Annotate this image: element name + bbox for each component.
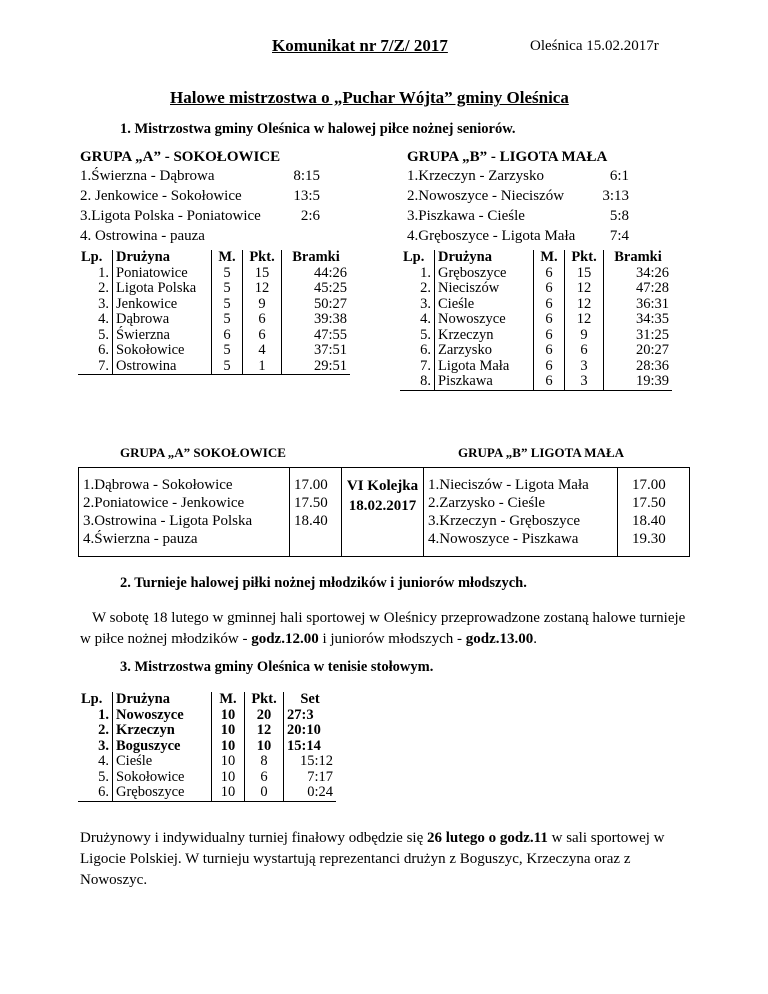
group-b-table-cell: 36:31 bbox=[604, 297, 673, 313]
group-b-table-cell: Cieśle bbox=[435, 297, 534, 313]
section1-heading: 1. Mistrzostwa gminy Oleśnica w halowej piłce nożnej seniorów. bbox=[120, 121, 516, 137]
group-b-table-row bbox=[400, 359, 672, 375]
group-b-table-cell: Grębоszyce bbox=[435, 266, 534, 282]
tennis-table-header-2: M. bbox=[212, 692, 245, 708]
schedule-b-match: 2.Zarzysko - Cieśle bbox=[428, 495, 546, 511]
group-b-table-cell: Zarzysko bbox=[435, 343, 534, 359]
group-b-table-cell: Piszkawa bbox=[435, 374, 534, 390]
group-b-title: GRUPA „B” - LIGOTA MAŁA bbox=[407, 149, 608, 165]
tennis-table-cell: 2. bbox=[98, 722, 109, 738]
section3-date: 26 lutego o godz.11 bbox=[427, 830, 548, 846]
group-a-table-cell: 5 bbox=[212, 312, 243, 328]
group-a-table-cell: 4. bbox=[98, 311, 109, 327]
tennis-table-cell: 27:3 bbox=[284, 708, 337, 724]
group-b-result-match: 1.Krzeczyn - Zarzysko bbox=[407, 168, 545, 184]
tennis-table-cell: 20:10 bbox=[284, 723, 337, 739]
schedule-a-time: 18.40 bbox=[294, 513, 328, 529]
group-b-result-match: 4.Grębоszyce - Ligota Mała bbox=[407, 228, 576, 244]
group-a-table-cell: 6 bbox=[243, 312, 282, 328]
group-a-table-cell: 1. bbox=[98, 264, 109, 281]
section3-text-2: w sali sportowej w Ligocie Polskiej. W turnieju wystartują reprezentanci drużyn z Boguszyc, Krzeczyna oraz z Nowoszyc. bbox=[80, 830, 665, 888]
schedule-a-match: 2.Poniatowice - Jenkowice bbox=[83, 495, 245, 511]
tennis-table-row bbox=[78, 739, 336, 755]
tennis-table-cell: 10 bbox=[212, 785, 245, 801]
group-b-table-cell: 28:36 bbox=[604, 359, 673, 375]
group-b-table-cell: 19:39 bbox=[604, 374, 673, 390]
tennis-table-header-4: Set bbox=[284, 692, 337, 708]
group-b-table-cell: 6 bbox=[534, 343, 565, 359]
group-a-table-cell: Ostrowina bbox=[113, 359, 212, 375]
group-a-table-row bbox=[78, 328, 350, 344]
group-a-results bbox=[80, 148, 320, 246]
section2-time-2: godz.13.00 bbox=[465, 631, 534, 647]
group-a-result-row bbox=[80, 226, 320, 246]
group-b-table-cell: Ligota Mała bbox=[435, 359, 534, 375]
section3-text-1: Drużynowy i indywidualny turniej finałowy odbędzie się bbox=[80, 830, 428, 846]
tennis-table-cell: 10 bbox=[245, 739, 284, 755]
group-b-table-cell: 6 bbox=[534, 328, 565, 344]
group-b-table-cell: 12 bbox=[565, 281, 604, 297]
tennis-table-cell: 6 bbox=[245, 770, 284, 786]
group-b-table-cell: 6 bbox=[534, 266, 565, 282]
schedule-a-time: 17.50 bbox=[294, 495, 328, 511]
group-a-table-cell: 3. bbox=[98, 295, 109, 312]
round-date: 18.02.2017 bbox=[348, 498, 417, 514]
group-b-table-cell: Nieciszów bbox=[435, 281, 534, 297]
schedule-box bbox=[78, 467, 690, 557]
tennis-table-header-1: Drużyna bbox=[113, 692, 212, 708]
schedule-b-time: 18.40 bbox=[632, 513, 666, 529]
tennis-table-row bbox=[78, 723, 336, 739]
group-b-table-cell: 4. bbox=[420, 311, 431, 327]
group-a-result-row bbox=[80, 186, 320, 206]
schedule-a-time bbox=[294, 530, 337, 548]
tennis-table-cell: 1. bbox=[98, 706, 109, 723]
group-b-table-cell: 3 bbox=[565, 374, 604, 390]
group-a-table-cell: 5 bbox=[212, 281, 243, 297]
group-b-results bbox=[407, 148, 629, 246]
group-a-table-cell: 6 bbox=[243, 328, 282, 344]
group-a-table-cell: 37:51 bbox=[282, 343, 351, 359]
group-b-table-cell: 6 bbox=[534, 359, 565, 375]
group-a-table-cell: Sokołowice bbox=[113, 343, 212, 359]
section3-heading: 3. Mistrzostwa gminy Oleśnica w tenisie stołowym. bbox=[120, 659, 434, 675]
group-a-result-match: 1.Świerzna - Dąbrowa bbox=[80, 168, 215, 184]
communique-number: Komunikat nr 7/Z/ 2017 bbox=[272, 36, 448, 55]
group-a-table-cell: 5 bbox=[212, 359, 243, 375]
group-b-table-cell: 6. bbox=[420, 342, 431, 358]
group-a-title: GRUPA „A” - SOKOŁOWICE bbox=[80, 149, 281, 165]
tennis-table-cell: 10 bbox=[212, 723, 245, 739]
group-b-result-row bbox=[407, 166, 629, 186]
group-a-result-row bbox=[80, 206, 320, 226]
tennis-table bbox=[78, 692, 336, 802]
schedule-b-time: 17.00 bbox=[632, 477, 666, 493]
group-b-table-cell: 6 bbox=[534, 281, 565, 297]
tennis-table-cell: 8 bbox=[245, 754, 284, 770]
group-b-table-cell: 12 bbox=[565, 312, 604, 328]
group-a-table-cell: Jenkowice bbox=[113, 297, 212, 313]
tennis-table-cell: Nowoszyce bbox=[113, 708, 212, 724]
group-a-table-cell: Poniatowice bbox=[113, 266, 212, 282]
tennis-table-row bbox=[78, 770, 336, 786]
group-a-table-cell: 47:55 bbox=[282, 328, 351, 344]
section2-time-1: godz.12.00 bbox=[251, 631, 319, 647]
schedule-group-a-times bbox=[289, 468, 341, 556]
group-b-table bbox=[400, 250, 672, 391]
schedule-group-a-matches bbox=[79, 468, 295, 556]
group-b-table-cell: 3. bbox=[420, 295, 431, 312]
tennis-table-header-0: Lp. bbox=[81, 691, 103, 707]
schedule-b-time: 19.30 bbox=[632, 531, 666, 547]
group-b-table-row bbox=[400, 266, 672, 282]
group-b-result-row bbox=[407, 186, 629, 206]
schedule-group-b-title: GRUPA „B” LIGOTA MAŁA bbox=[458, 445, 625, 460]
schedule-a-match: 3.Ostrowina - Ligota Polska bbox=[83, 513, 253, 529]
tennis-table-cell: Sokołowice bbox=[113, 770, 212, 786]
section2-text-3: . bbox=[533, 631, 538, 647]
group-a-table-cell: Świerzna bbox=[113, 328, 212, 344]
tennis-table-cell: 10 bbox=[212, 739, 245, 755]
group-b-table-row bbox=[400, 328, 672, 344]
group-a-result-row bbox=[80, 166, 320, 186]
tennis-table-cell: Boguszyce bbox=[113, 739, 212, 755]
place-date: Oleśnica 15.02.2017r bbox=[530, 38, 659, 54]
group-b-result-row bbox=[407, 226, 629, 246]
group-b-table-header-1: Drużyna bbox=[435, 250, 534, 266]
tennis-table-cell: 0 bbox=[245, 785, 284, 801]
group-a-result-match: 2. Jenkowice - Sokołowice bbox=[80, 188, 242, 204]
group-a-table-cell: Dąbrowa bbox=[113, 312, 212, 328]
group-a-table-header-4: Bramki bbox=[282, 250, 351, 266]
group-b-table-cell: 1. bbox=[420, 264, 431, 281]
tennis-table-cell: 10 bbox=[212, 708, 245, 724]
group-b-table-cell: 34:35 bbox=[604, 312, 673, 328]
group-a-table-cell: 4 bbox=[243, 343, 282, 359]
group-a-table-cell: 50:27 bbox=[282, 297, 351, 313]
group-a-result-score: 8:15 bbox=[293, 168, 320, 184]
group-b-table-cell: 8. bbox=[400, 374, 435, 390]
group-a-table-row bbox=[78, 343, 350, 359]
group-a-result-score bbox=[280, 226, 320, 246]
tennis-table-cell: 5. bbox=[98, 768, 109, 785]
group-a-table-cell: 6. bbox=[98, 342, 109, 358]
group-a-table-cell: 5 bbox=[212, 343, 243, 359]
group-a-result-score: 13:5 bbox=[293, 188, 320, 204]
tennis-table-cell: Grębоszyce bbox=[113, 785, 212, 801]
group-a-table-header-1: Drużyna bbox=[113, 250, 212, 266]
tennis-table-row bbox=[78, 785, 336, 801]
group-b-table-cell: 12 bbox=[565, 297, 604, 313]
group-a-table-cell: 44:26 bbox=[282, 266, 351, 282]
tennis-table-cell: 6. bbox=[78, 785, 113, 801]
group-a-table-cell: 1 bbox=[243, 359, 282, 375]
group-b-table-header-3: Pkt. bbox=[565, 250, 604, 266]
group-b-table-row bbox=[400, 374, 672, 390]
group-b-table-cell: 9 bbox=[565, 328, 604, 344]
group-a-table-cell: 45:25 bbox=[282, 281, 351, 297]
group-b-result-match: 3.Piszkawa - Cieśle bbox=[407, 208, 525, 224]
group-b-table-header-0: Lp. bbox=[403, 249, 425, 265]
group-a-result-match: 4. Ostrowina - pauza bbox=[80, 228, 205, 244]
group-b-table-cell: 6 bbox=[534, 374, 565, 390]
group-a-table-cell: 12 bbox=[243, 281, 282, 297]
schedule-b-time: 17.50 bbox=[632, 495, 666, 511]
tennis-table-cell: 0:24 bbox=[284, 785, 337, 801]
group-b-result-score: 7:4 bbox=[609, 228, 629, 244]
schedule-b-match: 1.Nieciszów - Ligota Mała bbox=[428, 477, 589, 493]
group-b-table-row bbox=[400, 343, 672, 359]
group-b-result-score: 5:8 bbox=[609, 208, 629, 224]
tennis-table-cell: 12 bbox=[245, 723, 284, 739]
group-a-table-cell: 15 bbox=[243, 266, 282, 282]
schedule-a-match: 1.Dąbrowa - Sokołowice bbox=[83, 477, 233, 493]
schedule-group-b-times bbox=[617, 468, 689, 556]
group-a-table-cell: 9 bbox=[243, 297, 282, 313]
group-a-table-row bbox=[78, 297, 350, 313]
section2-text-2: i juniorów młodszych - bbox=[318, 631, 466, 647]
group-a-table-cell: 39:38 bbox=[282, 312, 351, 328]
group-a-table-cell: 5 bbox=[212, 266, 243, 282]
tennis-table-row bbox=[78, 708, 336, 724]
tennis-table-cell: 15:14 bbox=[284, 739, 337, 755]
tennis-table-cell: 7:17 bbox=[284, 770, 337, 786]
group-b-table-cell: 6 bbox=[565, 343, 604, 359]
group-b-table-cell: Nowoszyce bbox=[435, 312, 534, 328]
tennis-table-cell: Cieśle bbox=[113, 754, 212, 770]
group-b-table-row bbox=[400, 312, 672, 328]
group-b-table-cell: 5. bbox=[420, 326, 431, 343]
group-a-table-cell: 29:51 bbox=[282, 359, 351, 375]
group-a-table-cell: 5 bbox=[212, 297, 243, 313]
group-a-table-header-0: Lp. bbox=[81, 249, 103, 265]
group-a-table-row bbox=[78, 312, 350, 328]
group-a-table-cell: 6 bbox=[212, 328, 243, 344]
section2-heading: 2. Turnieje halowej piłki nożnej młodzików i juniorów młodszych. bbox=[120, 575, 527, 591]
group-b-result-score: 3:13 bbox=[602, 188, 629, 204]
group-a-table bbox=[78, 250, 350, 375]
group-a-table-cell: 5. bbox=[98, 326, 109, 343]
tennis-table-row bbox=[78, 754, 336, 770]
tennis-table-cell: Krzeczyn bbox=[113, 723, 212, 739]
group-b-result-score: 6:1 bbox=[609, 168, 629, 184]
group-a-table-row bbox=[78, 281, 350, 297]
schedule-round bbox=[341, 468, 423, 556]
group-b-table-header-4: Bramki bbox=[604, 250, 673, 266]
schedule-b-match: 4.Nowoszyce - Piszkawa bbox=[428, 531, 579, 547]
group-a-table-row bbox=[78, 266, 350, 282]
group-a-table-cell: 7. bbox=[78, 359, 113, 375]
group-b-result-row bbox=[407, 206, 629, 226]
group-b-table-cell: 6 bbox=[534, 312, 565, 328]
tennis-table-cell: 20 bbox=[245, 708, 284, 724]
schedule-a-time: 17.00 bbox=[294, 477, 328, 493]
group-a-table-header-2: M. bbox=[212, 250, 243, 266]
group-a-table-row bbox=[78, 359, 350, 375]
tennis-table-cell: 10 bbox=[212, 754, 245, 770]
group-b-table-cell: 15 bbox=[565, 266, 604, 282]
group-a-table-cell: Ligota Polska bbox=[113, 281, 212, 297]
group-b-result-match: 2.Nowoszyce - Nieciszów bbox=[407, 188, 565, 204]
group-b-table-cell: 47:28 bbox=[604, 281, 673, 297]
group-a-result-score: 2:6 bbox=[300, 208, 320, 224]
group-b-table-header-2: M. bbox=[534, 250, 565, 266]
group-b-table-cell: 20:27 bbox=[604, 343, 673, 359]
section3-paragraph bbox=[80, 828, 690, 891]
tennis-table-cell: 10 bbox=[212, 770, 245, 786]
main-title: Halowe mistrzostwa o „Puchar Wójta” gminy Oleśnica bbox=[170, 88, 569, 107]
schedule-a-match: 4.Świerzna - pauza bbox=[83, 531, 198, 547]
schedule-group-a-title: GRUPA „A” SOKOŁOWICE bbox=[120, 445, 286, 460]
tennis-table-cell: 4. bbox=[98, 753, 109, 769]
round-label: VI Kolejka bbox=[346, 478, 419, 494]
group-b-table-cell: 34:26 bbox=[604, 266, 673, 282]
section2-text-1: W sobotę 18 lutego w gminnej hali sportowej w Oleśnicy przeprowadzone zostaną halowe turnieje w piłce nożnej młodzików - bbox=[80, 610, 686, 647]
group-b-table-cell: 7. bbox=[420, 357, 431, 374]
group-b-table-cell: 6 bbox=[534, 297, 565, 313]
group-a-result-match: 3.Ligota Polska - Poniatowice bbox=[80, 208, 261, 224]
group-b-table-cell: Krzeczyn bbox=[435, 328, 534, 344]
schedule-group-b-matches bbox=[423, 468, 617, 556]
tennis-table-cell: 3. bbox=[98, 737, 109, 754]
group-a-table-cell: 2. bbox=[98, 280, 109, 296]
section2-paragraph bbox=[80, 608, 690, 650]
group-b-table-row bbox=[400, 297, 672, 313]
tennis-table-cell: 15:12 bbox=[284, 754, 337, 770]
group-a-table-header-3: Pkt. bbox=[243, 250, 282, 266]
schedule-b-match: 3.Krzeczyn - Grębоszyce bbox=[428, 513, 580, 529]
group-b-table-cell: 2. bbox=[420, 280, 431, 296]
group-b-table-cell: 3 bbox=[565, 359, 604, 375]
group-b-table-row bbox=[400, 281, 672, 297]
group-b-table-cell: 31:25 bbox=[604, 328, 673, 344]
tennis-table-header-3: Pkt. bbox=[245, 692, 284, 708]
